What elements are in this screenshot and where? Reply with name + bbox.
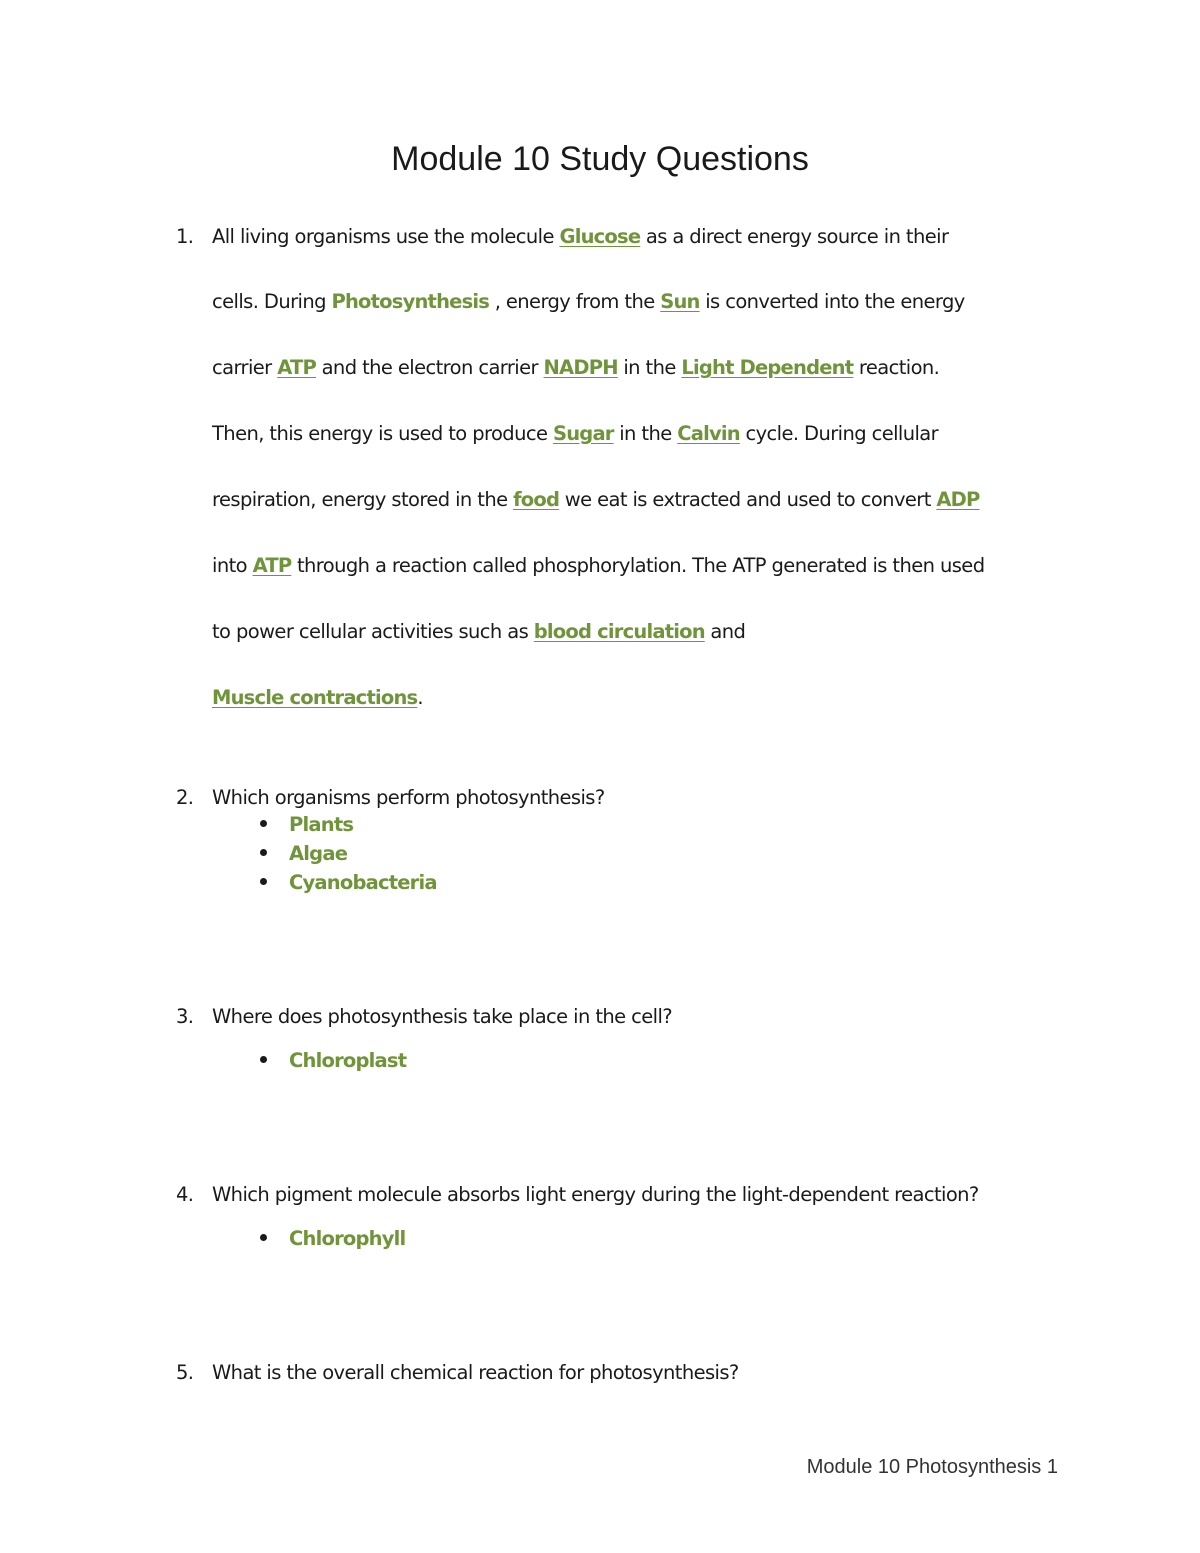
question-4-text: Which pigment molecule absorbs light energy during the light-dependent reaction?	[212, 1183, 979, 1206]
question-text-segment: respiration, energy stored in the	[212, 488, 514, 511]
question-2-text: Which organisms perform photosynthesis?	[212, 786, 605, 809]
question-3-text: Where does photosynthesis take place in the cell?	[212, 1005, 673, 1028]
answer-blank: Photosynthesis	[331, 290, 490, 313]
answer-blank: food	[513, 488, 560, 511]
question-text-segment: through a reaction called phosphorylation. The ATP generated is then used	[291, 554, 985, 577]
question-text-segment: All living organisms use the molecule	[212, 225, 560, 248]
answer-blank: Sugar	[552, 422, 614, 445]
answer-blank: ADP	[936, 488, 980, 511]
question-4-number: 4.	[176, 1183, 194, 1206]
answer-blank: Calvin	[677, 422, 740, 445]
bullet-icon	[260, 849, 267, 856]
page-footer: Module 10 Photosynthesis 1	[806, 1456, 1058, 1478]
question-2-number: 2.	[176, 786, 194, 809]
bullet-icon	[260, 1234, 267, 1241]
bullet-icon	[260, 820, 267, 827]
answer-blank: Light Dependent	[681, 356, 854, 379]
question-5-number: 5.	[176, 1361, 194, 1384]
question-5-text: What is the overall chemical reaction for photosynthesis?	[212, 1361, 739, 1384]
question-text-segment: Then, this energy is used to produce	[212, 422, 553, 445]
question-text-segment: in the	[613, 422, 678, 445]
question-1-line	[212, 686, 423, 709]
question-text-segment: cycle. During cellular	[739, 422, 939, 445]
question-1-line	[212, 554, 984, 577]
answer-blank: NADPH	[543, 356, 618, 379]
question-text-segment: carrier	[212, 356, 278, 379]
question-text-segment: and the electron carrier	[315, 356, 544, 379]
answer-list-item: Plants	[260, 813, 353, 836]
question-text-segment: as a direct energy source in their	[640, 225, 949, 248]
question-3-number: 3.	[176, 1005, 194, 1028]
question-text-segment: , energy from the	[489, 290, 661, 313]
answer-blank: blood circulation	[533, 620, 705, 643]
question-text-segment: cells. During	[212, 290, 332, 313]
question-1-line	[212, 422, 938, 445]
question-text-segment: we eat is extracted and used to convert	[559, 488, 937, 511]
question-1-line	[212, 290, 965, 313]
question-text-segment: is converted into the energy	[699, 290, 965, 313]
question-text-segment: and	[704, 620, 746, 643]
answer-list-item: Chlorophyll	[260, 1227, 405, 1250]
question-1-line	[212, 225, 948, 248]
answer-list-item: Cyanobacteria	[260, 871, 437, 894]
question-1-line	[212, 356, 939, 379]
question-text-segment: in the	[617, 356, 682, 379]
question-1-line	[212, 488, 980, 511]
answer-blank: Glucose	[559, 225, 641, 248]
question-text-segment: reaction.	[853, 356, 940, 379]
question-1-line	[212, 620, 745, 643]
answer-blank: Sun	[660, 290, 700, 313]
question-text-segment: into	[212, 554, 253, 577]
question-text-segment: .	[417, 686, 423, 709]
bullet-icon	[260, 1056, 267, 1063]
answer-blank: ATP	[252, 554, 292, 577]
answer-list-item: Chloroplast	[260, 1049, 406, 1072]
answer-blank: ATP	[277, 356, 316, 379]
answer-list-item: Algae	[260, 842, 347, 865]
bullet-icon	[260, 878, 267, 885]
answer-blank: Muscle contractions	[212, 686, 418, 709]
document-title: Module 10 Study Questions	[391, 140, 809, 178]
question-text-segment: to power cellular activities such as	[212, 620, 534, 643]
question-1-number: 1.	[176, 225, 194, 248]
